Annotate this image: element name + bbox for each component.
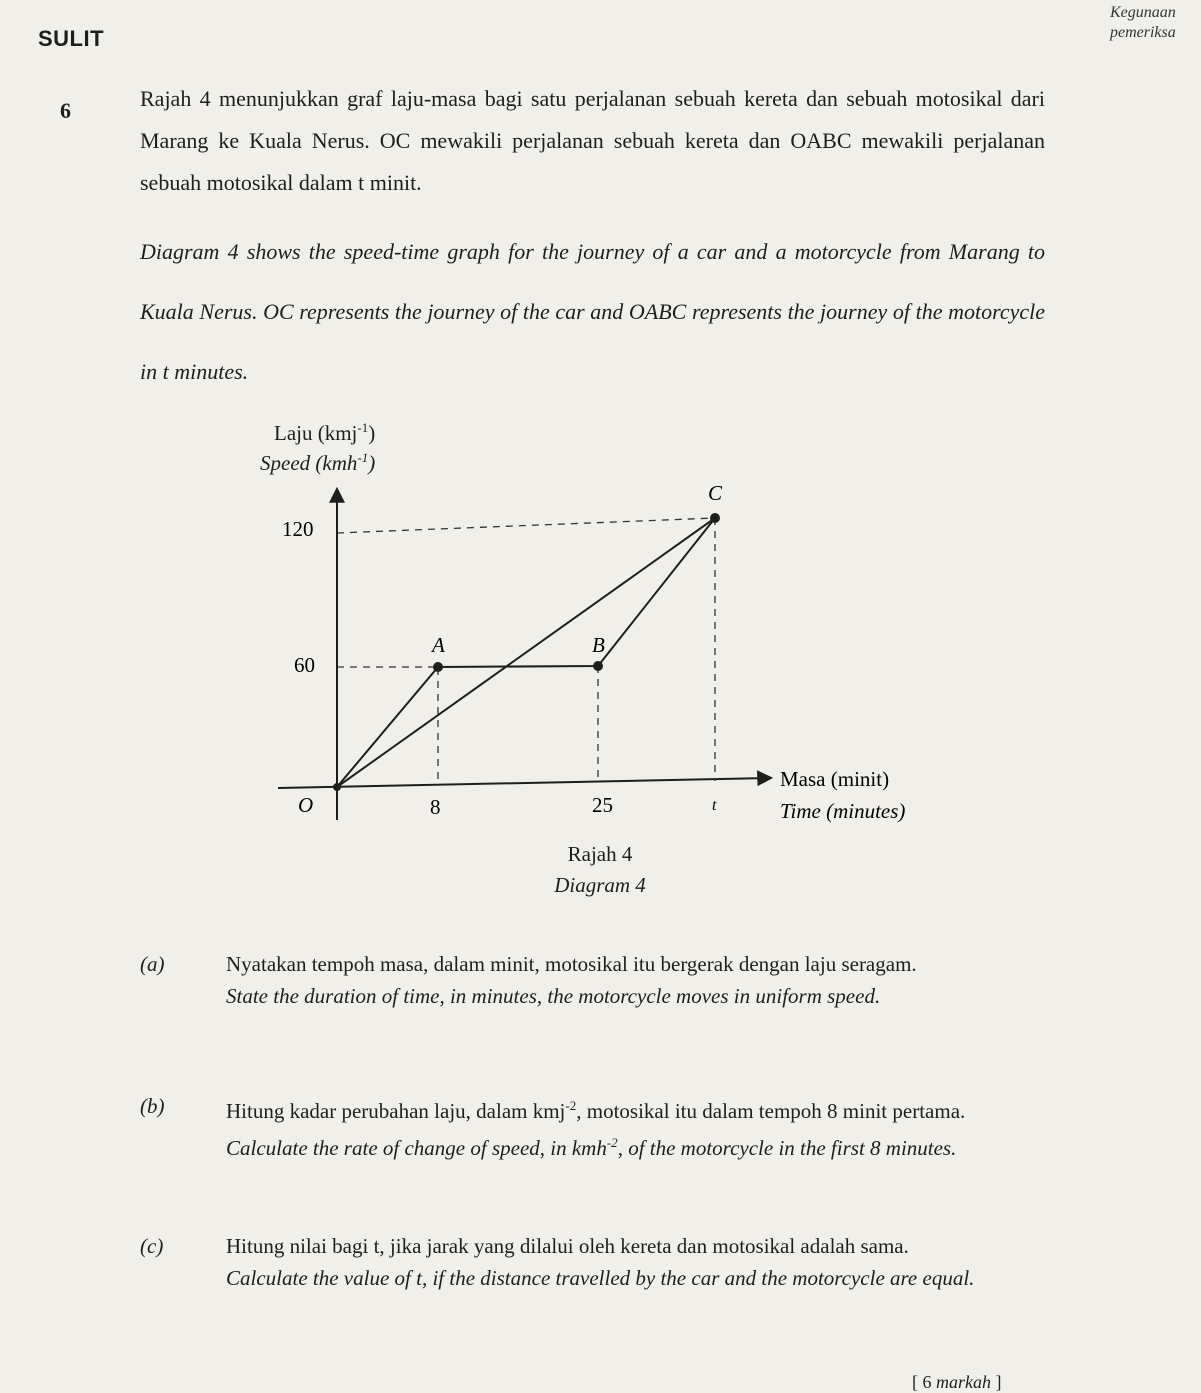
y-tick-60: 60 xyxy=(294,653,315,677)
x-axis-label-english: Time (minutes) xyxy=(780,799,906,823)
part-c-label: (c) xyxy=(140,1234,164,1258)
margin-note-kegunaan: Kegunaan xyxy=(1110,4,1176,21)
x-tick-8: 8 xyxy=(430,795,441,819)
part-a xyxy=(140,948,1052,1012)
label-C: C xyxy=(708,481,723,505)
part-c-english: Calculate the value of t, if the distance travelled by the car and the motorcycle are equal. xyxy=(226,1266,975,1290)
part-a-label: (a) xyxy=(140,952,165,976)
sulit-label: SULIT xyxy=(38,26,105,51)
point-C xyxy=(710,513,720,523)
line-OC-car xyxy=(337,518,715,787)
part-a-malay: Nyatakan tempoh masa, dalam minit, motosikal itu bergerak dengan laju seragam. xyxy=(226,952,917,976)
part-c-malay: Hitung nilai bagi t, jika jarak yang dilalui oleh kereta dan motosikal adalah sama. xyxy=(226,1234,909,1258)
part-c xyxy=(140,1230,1052,1294)
label-A: A xyxy=(432,633,445,657)
question-number: 6 xyxy=(60,98,71,123)
point-B xyxy=(593,661,603,671)
x-axis-label-malay: Masa (minit) xyxy=(780,767,890,791)
caption-english: Diagram 4 xyxy=(554,873,646,897)
marks-label: [ 6 markah ] xyxy=(912,1372,1002,1392)
margin-note-pemeriksa: pemeriksa xyxy=(1110,24,1176,41)
guide-120 xyxy=(337,518,715,533)
y-axis-label-english: Speed (kmh$^{-1}$) xyxy=(260,450,376,475)
label-B: B xyxy=(592,633,605,657)
part-b-label: (b) xyxy=(140,1094,165,1118)
part-a-english: State the duration of time, in minutes, the motorcycle moves in uniform speed. xyxy=(226,984,881,1008)
point-O xyxy=(333,783,341,791)
part-b-english: Calculate the rate of change of speed, in kmh$^{-2}$, of the motorcycle in the first 8 minutes. xyxy=(226,1135,957,1160)
y-tick-120: 120 xyxy=(282,517,314,541)
origin-label: O xyxy=(298,793,314,817)
point-A xyxy=(433,662,443,672)
y-axis-label-malay: Laju (kmj$^{-1}$) xyxy=(274,420,376,445)
question-text-malay: Rajah 4 menunjukkan graf laju-masa bagi satu perjalanan sebuah kereta dan sebuah motosikal dari Marang ke Kuala Nerus. OC mewakili perjalanan sebuah kereta dan OABC mewakili perjalanan sebuah motosikal dalam t minit. xyxy=(140,86,1045,195)
x-axis xyxy=(278,778,770,788)
question-text-english: Diagram 4 shows the speed-time graph for the journey of a car and a motorcycle from Marang to Kuala Nerus. OC represents the journey of the car and OABC represents the journey of the motorcycle in t minutes. xyxy=(140,239,1045,384)
x-tick-t: t xyxy=(712,797,717,814)
part-b xyxy=(140,1090,1052,1164)
caption-malay: Rajah 4 xyxy=(567,842,633,866)
part-b-malay: Hitung kadar perubahan laju, dalam kmj$^{-2}$, motosikal itu dalam tempoh 8 minit pertama. xyxy=(226,1098,966,1123)
x-tick-25: 25 xyxy=(592,793,613,817)
